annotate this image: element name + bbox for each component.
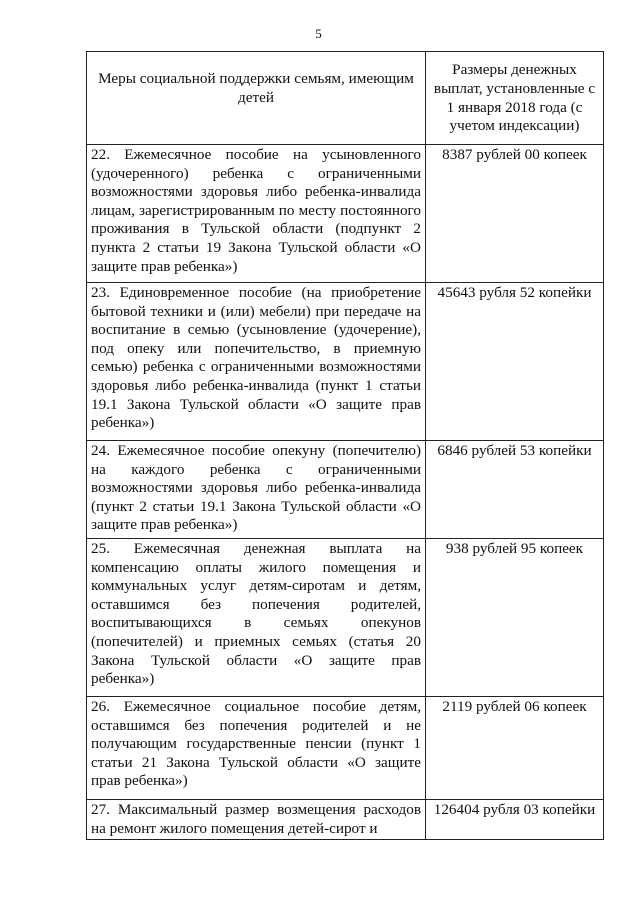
amount-cell: 6846 рублей 53 копейки	[426, 441, 604, 539]
measure-cell: 23. Единовременное пособие (на приобретение бытовой техники и (или) мебели) при передаче на воспитание в семью (усыновление (удочерение), под опеку или попечительство, в приемную семью) ребенка с ограниченными возможностями здоровья либо ребенка-инвалида (пункт 1 статьи 19.1 Закона Тульской области «О защите прав ребенка»)	[87, 283, 426, 441]
header-measure: Меры социальной поддержки семьям, имеющим детей	[87, 52, 426, 145]
table-row	[87, 441, 604, 539]
amount-cell: 45643 рубля 52 копейки	[426, 283, 604, 441]
measure-cell: 22. Ежемесячное пособие на усыновленного (удочеренного) ребенка с ограниченными возможностями здоровья либо ребенка-инвалида лицам, зарегистрированным по месту постоянного проживания в Тульской области (подпункт 2 пункта 2 статьи 19 Закона Тульской области «О защите прав ребенка»)	[87, 145, 426, 283]
measure-cell: 24. Ежемесячное пособие опекуну (попечителю) на каждого ребенка с ограниченными возможностями здоровья либо ребенка-инвалида (пункт 2 статьи 19.1 Закона Тульской области «О защите прав ребенка»)	[87, 441, 426, 539]
amount-cell: 938 рублей 95 копеек	[426, 539, 604, 697]
measure-cell: 26. Ежемесячное социальное пособие детям, оставшимся без попечения родителей и не получающим государственные пенсии (пункт 1 статьи 21 Закона Тульской области «О защите прав ребенка»)	[87, 697, 426, 800]
table-row	[87, 697, 604, 800]
header-amount: Размеры денежных выплат, установленные с 1 января 2018 года (с учетом индексации)	[426, 52, 604, 145]
social-support-table	[86, 51, 604, 840]
measure-cell: 27. Максимальный размер возмещения расходов на ремонт жилого помещения детей-сирот и	[87, 800, 426, 840]
amount-cell: 126404 рубля 03 копейки	[426, 800, 604, 840]
page-number: 5	[315, 26, 322, 41]
measure-cell: 25. Ежемесячная денежная выплата на компенсацию оплаты жилого помещения и коммунальных услуг детям-сиротам и детям, оставшимся без попечения родителей, воспитывающихся в семьях опекунов (попечителей) и приемных семьях (статья 20 Закона Тульской области «О защите прав ребенка»)	[87, 539, 426, 697]
table-row	[87, 145, 604, 283]
table-row	[87, 283, 604, 441]
table-header-row	[87, 52, 604, 145]
table-row	[87, 800, 604, 840]
amount-cell: 8387 рублей 00 копеек	[426, 145, 604, 283]
amount-cell: 2119 рублей 06 копеек	[426, 697, 604, 800]
table-row	[87, 539, 604, 697]
